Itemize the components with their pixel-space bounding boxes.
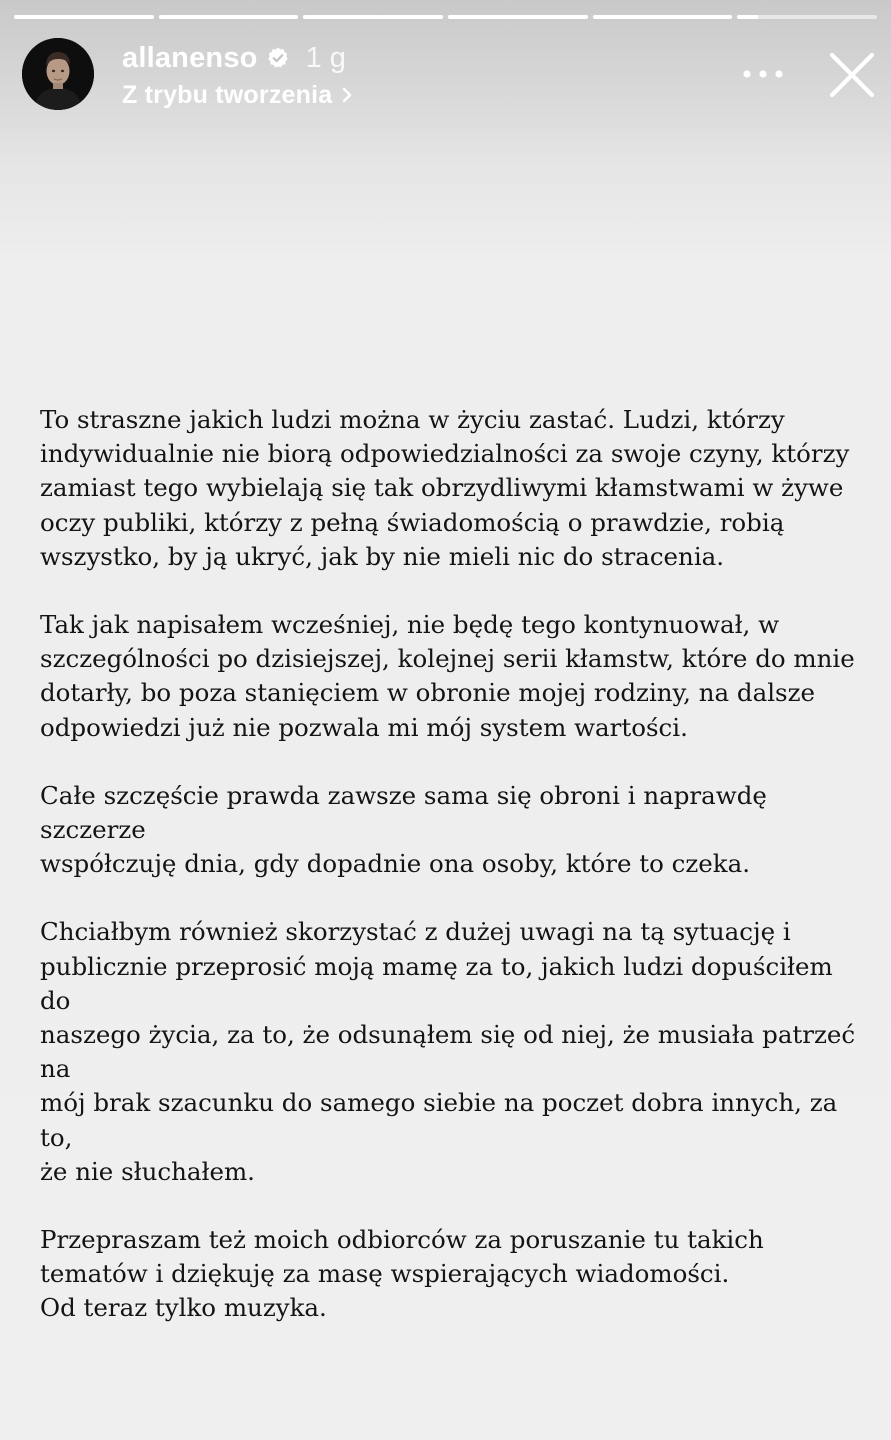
more-options-icon[interactable] (738, 60, 788, 88)
chevron-right-icon (340, 85, 354, 105)
paragraph: Całe szczęście prawda zawsze sama się obroni i naprawdę szczerze współczuję dnia, gdy dopadnie ona osoby, które to czeka. (40, 780, 767, 879)
paragraph: To straszne jakich ludzi można w życiu zastać. Ludzi, którzy indywidualnie nie biorą odpowiedzialności za swoje czyny, którzy zamiast tego wybielają się tak obrzydliwymi kłamstwami w żywe oczy publiki, którzy z pełną świadomością o prawdzie, robią wszystko, by ją ukryć, jak by nie mieli nic do stracenia. (40, 405, 850, 571)
verified-badge-icon (266, 46, 290, 70)
avatar[interactable] (22, 38, 94, 110)
progress-segment (303, 15, 443, 19)
post-time: 1 g (305, 41, 346, 74)
progress-segment (448, 15, 588, 19)
story-header (22, 38, 877, 112)
paragraph: Tak jak napisałem wcześniej, nie będę tego kontynuował, w szczególności po dzisiejszej, kolejnej serii kłamstw, które do mnie dotarły, bo poza stanięciem w obronie mojej rodziny, na dalsze odpowiedzi już nie pozwala mi mój system wartości. (40, 610, 855, 742)
story-text (40, 403, 870, 1360)
story-progress-bar (14, 15, 877, 20)
progress-segment (593, 15, 733, 19)
progress-segment (737, 15, 877, 19)
paragraph: Chciałbym również skorzystać z dużej uwagi na tą sytuację i publicznie przeprosić moją mamę za to, jakich ludzi dopuściłem do naszego życia, za to, że odsunąłem się od niej, że musiała patrzeć na mój brak szacunku do samego siebie na poczet dobra innych, za to, że nie słuchałem. (40, 917, 856, 1186)
source-label: Z trybu tworzenia (122, 80, 333, 109)
username-link[interactable]: allanenso (122, 41, 258, 74)
source-link[interactable] (122, 78, 354, 112)
close-icon[interactable] (827, 52, 877, 98)
progress-segment (14, 15, 154, 19)
paragraph: Przepraszam też moich odbiorców za poruszanie tu takich tematów i dziękuję za masę wspierających wiadomości. Od teraz tylko muzyka. (40, 1225, 764, 1323)
avatar-image (22, 38, 94, 110)
story-meta (122, 40, 354, 112)
progress-segment (159, 15, 299, 19)
